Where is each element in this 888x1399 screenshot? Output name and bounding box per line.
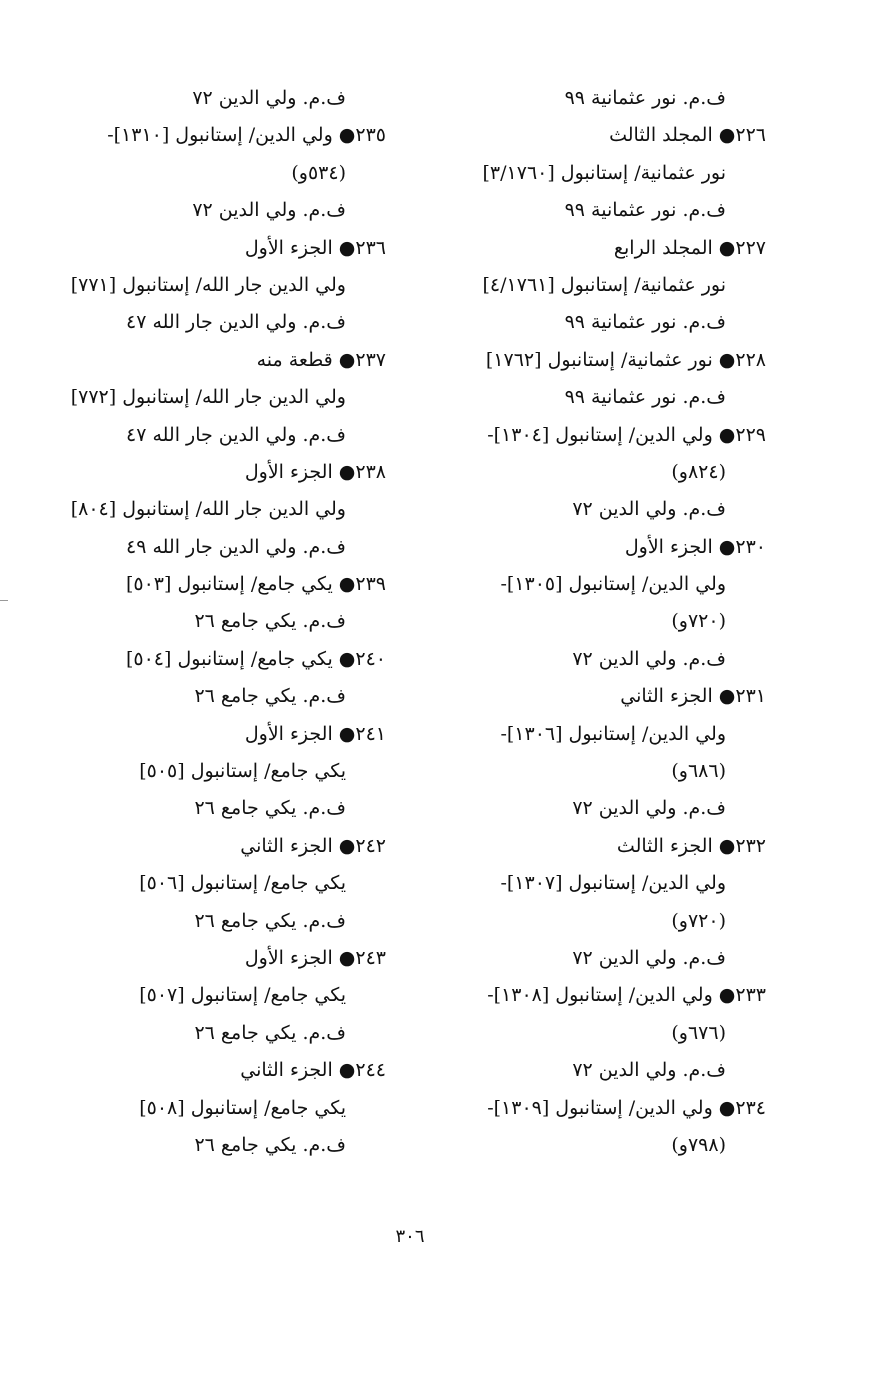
entry-detail-line: ف.م. ولي الدين ٧٢ (572, 1059, 726, 1082)
entry-heading-line: ٢٣١● الجزء الثاني (620, 685, 766, 708)
entry-detail-line: (٦٨٦و) (671, 760, 726, 783)
entry-detail-line: ف.م. نور عثمانية ٩٩ (564, 311, 726, 334)
entry-heading-line: ٢٤٠● يكي جامع/ إستانبول [٥٠٤] (125, 647, 386, 670)
entry-heading-line: ٢٤١● الجزء الأول (244, 722, 386, 745)
entry-detail-line: ف.م. يكي جامع ٢٦ (194, 1021, 346, 1044)
entry-heading-line: ٢٣٩● يكي جامع/ إستانبول [٥٠٣] (125, 573, 386, 596)
entry-detail-line: (٧٩٨و) (671, 1133, 726, 1156)
entry-detail-line: (٨٢٤و) (671, 460, 726, 483)
entry-heading-line: ٢٣٧● قطعة منه (256, 348, 386, 371)
entry-heading-line: ٢٣٦● الجزء الأول (244, 236, 386, 259)
entry-detail-line: يكي جامع/ إستانبول [٥٠٦] (139, 872, 346, 895)
entry-detail-line: ف.م. ولي الدين جار الله ٤٧ (125, 311, 346, 334)
entry-heading-line: ٢٣٣● ولي الدين/ إستانبول [١٣٠٨]- (487, 984, 766, 1007)
entry-heading-line: ٢٣٥● ولي الدين/ إستانبول [١٣١٠]- (107, 124, 386, 147)
entry-detail-line: ولي الدين جار الله/ إستانبول [٨٠٤] (70, 498, 346, 521)
entry-detail-line: ف.م. نور عثمانية ٩٩ (564, 199, 726, 222)
entry-detail-line: ف.م. ولي الدين ٧٢ (572, 946, 726, 969)
entry-heading-line: ٢٤٢● الجزء الثاني (240, 834, 386, 857)
entry-detail-line: نور عثمانية/ إستانبول [٣/١٧٦٠] (482, 161, 726, 184)
entry-heading-line: ٢٣٨● الجزء الأول (244, 460, 386, 483)
entry-detail-line: ف.م. ولي الدين ٧٢ (572, 647, 726, 670)
entry-detail-line: ولي الدين جار الله/ إستانبول [٧٧١] (70, 273, 346, 296)
entry-detail-line: يكي جامع/ إستانبول [٥٠٨] (139, 1096, 346, 1119)
entry-detail-line: ف.م. يكي جامع ٢٦ (194, 610, 346, 633)
entry-detail-line: ف.م. ولي الدين ٧٢ (572, 498, 726, 521)
right-column (411, 80, 766, 1164)
entry-detail-line: ف.م. يكي جامع ٢٦ (194, 909, 346, 932)
entry-detail-line: ف.م. يكي جامع ٢٦ (194, 797, 346, 820)
entry-heading-line: ٢٣٤● ولي الدين/ إستانبول [١٣٠٩]- (487, 1096, 766, 1119)
page-number: ٣٠٦ (395, 1226, 425, 1247)
entry-detail-line: يكي جامع/ إستانبول [٥٠٧] (139, 984, 346, 1007)
entry-heading-line: ٢٣٠● الجزء الأول (624, 535, 766, 558)
entry-detail-line: ولي الدين/ إستانبول [١٣٠٥]- (500, 573, 726, 596)
left-column (6, 80, 386, 1164)
entry-detail-line: نور عثمانية/ إستانبول [٤/١٧٦١] (482, 273, 726, 296)
entry-detail-line: ولي الدين/ إستانبول [١٣٠٧]- (500, 872, 726, 895)
scan-edge-mark (0, 600, 8, 601)
entry-detail-line: ف.م. نور عثمانية ٩٩ (564, 386, 726, 409)
entry-heading-line: ٢٢٨● نور عثمانية/ إستانبول [١٧٦٢] (485, 348, 766, 371)
entry-heading-line: ٢٢٦● المجلد الثالث (609, 124, 766, 147)
entry-heading-line: ٢٣٢● الجزء الثالث (616, 834, 766, 857)
entry-detail-line: ولي الدين جار الله/ إستانبول [٧٧٢] (70, 386, 346, 409)
entry-detail-line: ف.م. ولي الدين جار الله ٤٩ (125, 535, 346, 558)
entry-heading-line: ٢٢٩● ولي الدين/ إستانبول [١٣٠٤]- (487, 423, 766, 446)
entry-detail-line: ف.م. ولي الدين ٧٢ (192, 199, 346, 222)
entry-detail-line: ف.م. يكي جامع ٢٦ (194, 685, 346, 708)
entry-heading-line: ٢٢٧● المجلد الرابع (613, 236, 766, 259)
entry-detail-line: ولي الدين/ إستانبول [١٣٠٦]- (500, 722, 726, 745)
entry-detail-line: ف.م. ولي الدين ٧٢ (192, 87, 346, 109)
entry-detail-line: (٥٣٤و) (291, 161, 346, 184)
entry-detail-line: ف.م. ولي الدين جار الله ٤٧ (125, 423, 346, 446)
entry-detail-line: يكي جامع/ إستانبول [٥٠٥] (139, 760, 346, 783)
entry-detail-line: (٧٢٠و) (671, 909, 726, 932)
entry-detail-line: (٧٢٠و) (671, 610, 726, 633)
entry-detail-line: ف.م. ولي الدين ٧٢ (572, 797, 726, 820)
entry-detail-line: ف.م. يكي جامع ٢٦ (194, 1133, 346, 1156)
entry-detail-line: ف.م. نور عثمانية ٩٩ (564, 87, 726, 109)
entry-detail-line: (٦٧٦و) (671, 1021, 726, 1044)
entry-heading-line: ٢٤٤● الجزء الثاني (240, 1059, 386, 1082)
entry-heading-line: ٢٤٣● الجزء الأول (244, 946, 386, 969)
